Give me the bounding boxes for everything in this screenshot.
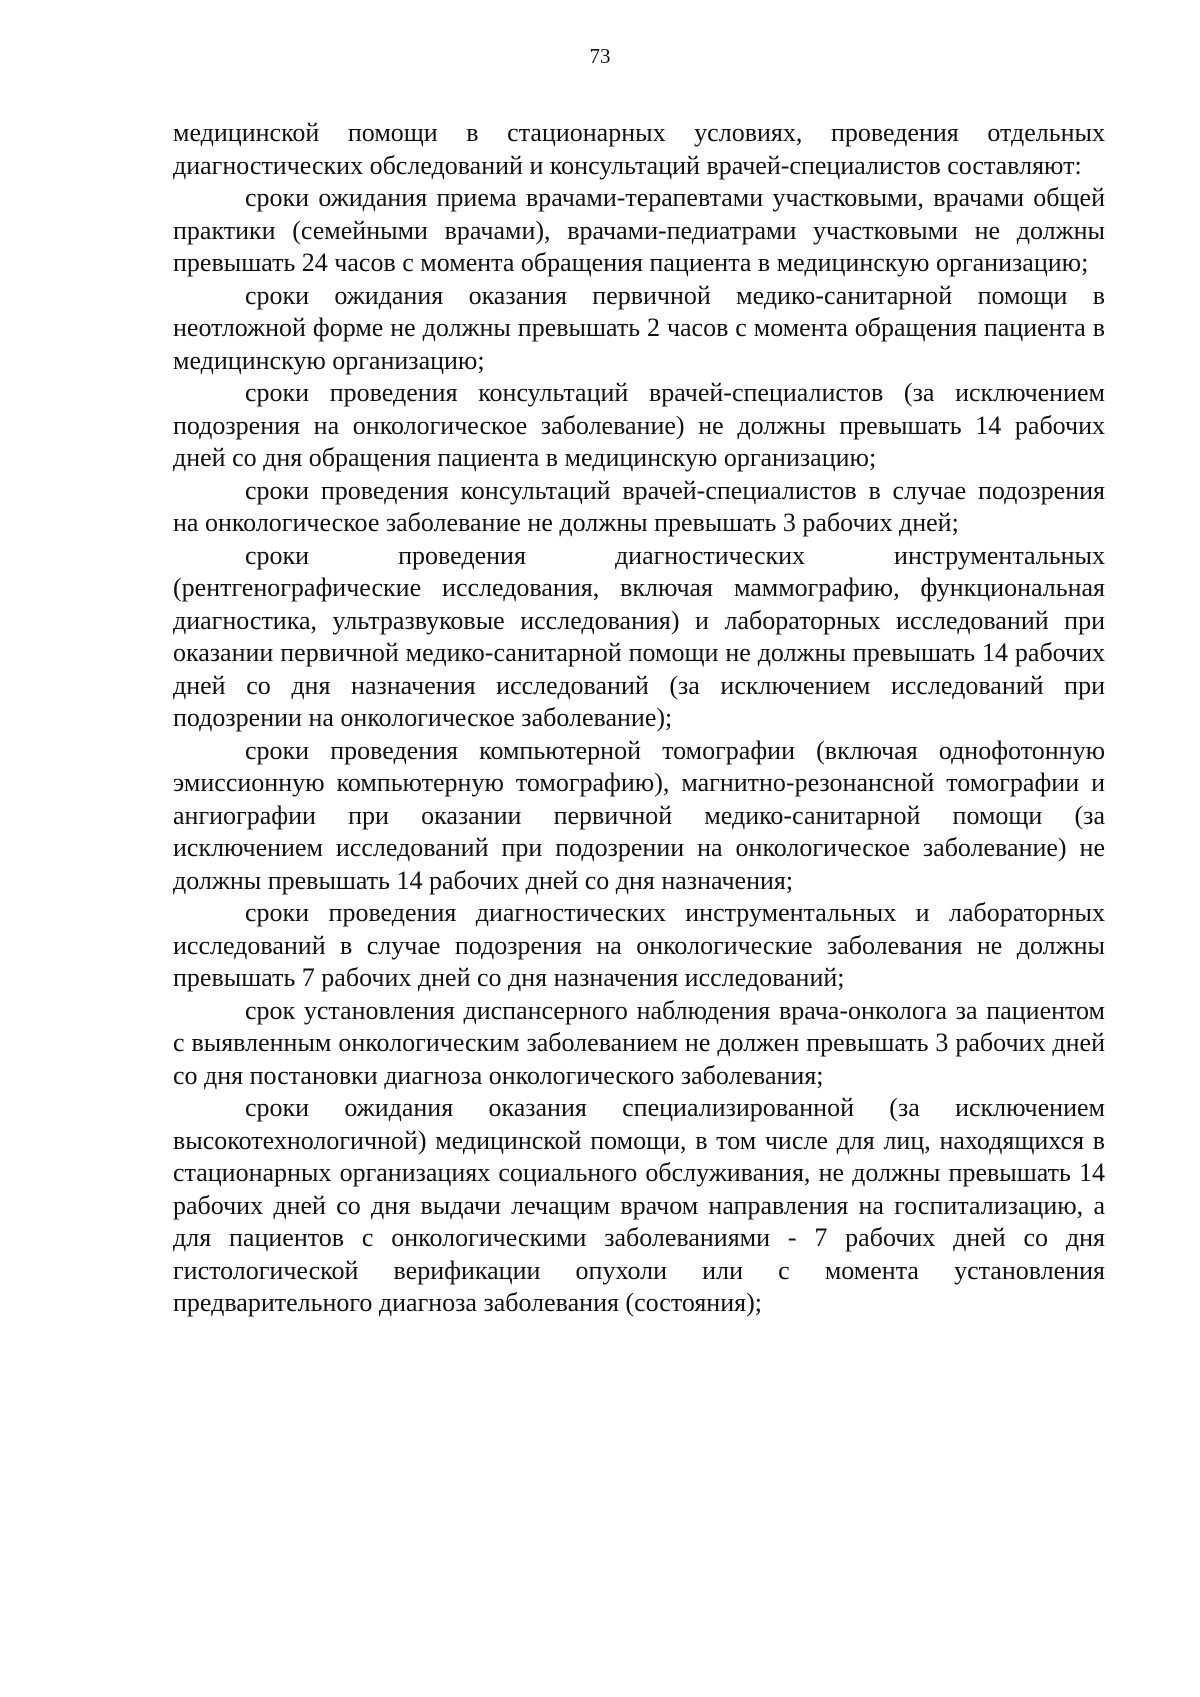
paragraph-specialized-care: сроки ожидания оказания специализированной (за исключением высокотехнологичной) медицинской помощи, в том числе для лиц, находящихся в стационарных организациях социального обслуживания, не должны превышать 14 рабочих дней со дня выдачи лечащим врачом направления на госпитализацию, а для пациентов с онкологическими заболеваниями - 7 рабочих дней со дня гистологической верификации опухоли или с момента установления предварительного диагноза заболевания (состояния); [173, 1093, 1105, 1317]
paragraph-tomography: сроки проведения компьютерной томографии (включая однофотонную эмиссионную компьютерную томографию), магнитно-резонансной томографии и ангиографии при оказании первичной медико-санитарной помощи (за исключением исследований при подозрении на онкологическое заболевание) не должны превышать 14 рабочих дней со дня назначения; [173, 735, 1105, 895]
paragraph-oncology-diagnostics: сроки проведения диагностических инструментальных и лабораторных исследований в случае подозрения на онкологические заболевания не должны превышать 7 рабочих дней со дня назначения исследований; [173, 898, 1105, 992]
paragraph-therapist-wait: сроки ожидания приема врачами-терапевтами участковыми, врачами общей практики (семейными врачами), врачами-педиатрами участковыми не должны превышать 24 часов с момента обращения пациента в медицинскую организацию; [173, 183, 1105, 277]
document-body [173, 117, 1105, 1320]
paragraph-urgent-care-wait: сроки ожидания оказания первичной медико-санитарной помощи в неотложной форме не должны превышать 2 часов с момента обращения пациента в медицинскую организацию; [173, 280, 1105, 375]
paragraph-diagnostic-tests: сроки проведения диагностических инструментальных (рентгенографические исследования, включая маммографию, функциональная диагностика, ультразвуковые исследования) и лабораторных исследований при оказании первичной медико-санитарной помощи не должны превышать 14 рабочих дней со дня назначения исследований (за исключением исследований при подозрении на онкологическое заболевание); [173, 540, 1105, 732]
paragraph-oncology-consult: сроки проведения консультаций врачей-специалистов в случае подозрения на онкологическое заболевание не должны превышать 3 рабочих дней; [173, 475, 1105, 537]
paragraph-specialist-consult: сроки проведения консультаций врачей-специалистов (за исключением подозрения на онкологическое заболевание) не должны превышать 14 рабочих дней со дня обращения пациента в медицинскую организацию; [173, 378, 1105, 472]
page-number: 73 [589, 44, 611, 68]
paragraph-oncologist-observation: срок установления диспансерного наблюдения врача-онколога за пациентом с выявленным онкологическим заболеванием не должен превышать 3 рабочих дней со дня постановки диагноза онкологического заболевания; [173, 995, 1105, 1090]
paragraph-continuation: медицинской помощи в стационарных условиях, проведения отдельных диагностических обследований и консультаций врачей-специалистов составляют: [173, 118, 1105, 180]
